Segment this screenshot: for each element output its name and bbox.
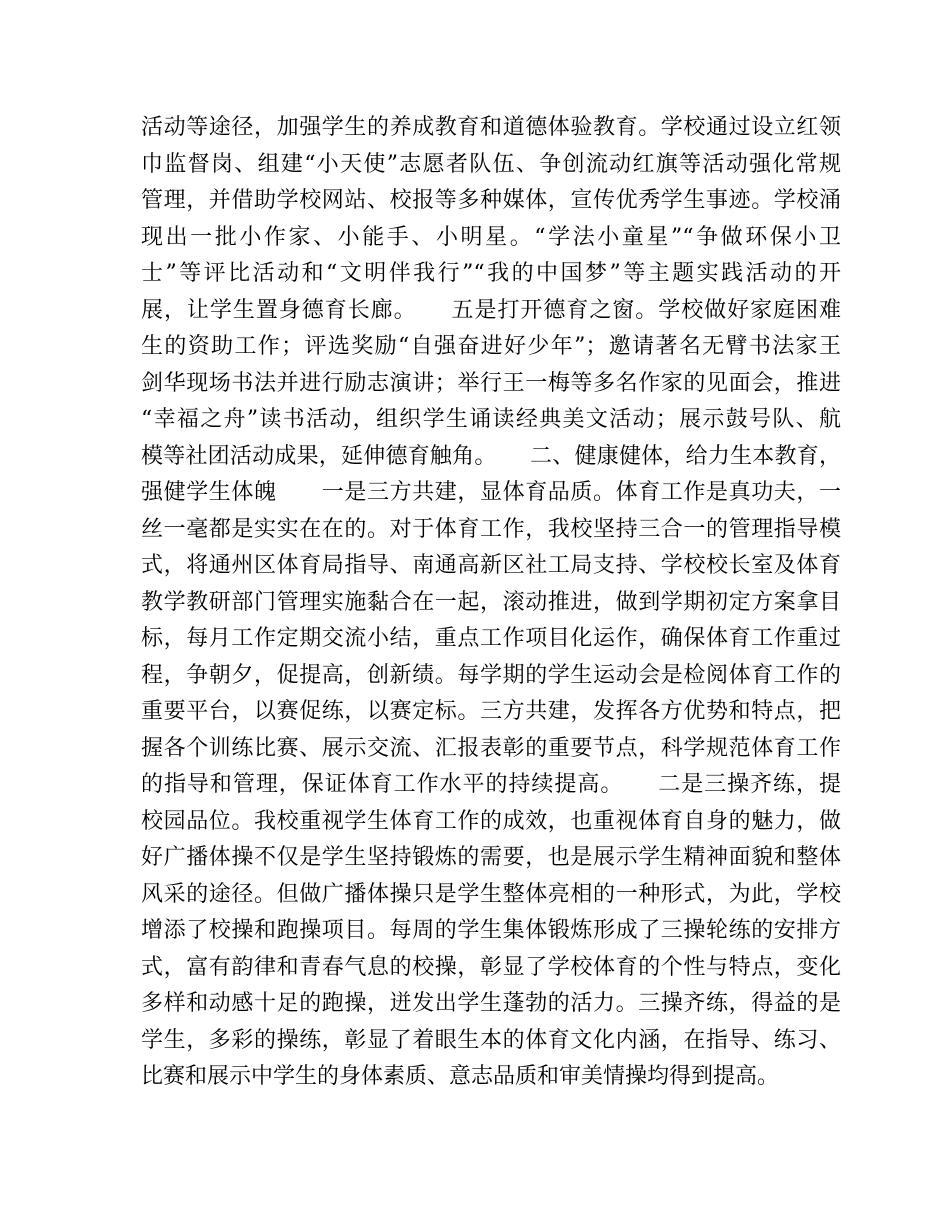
text-line: 比赛和展示中学生的身体素质、意志品质和审美情操均得到提高。	[141, 1064, 780, 1089]
text-line: 丝一毫都是实实在在的。对于体育工作，我校坚持三合一的管理指导模	[141, 516, 841, 542]
text-line: 模等社团活动成果，延伸德育触角。 二、健康健体，给力生本教育，	[141, 443, 841, 469]
text-line: 生的资助工作；评选奖励“自强奋进好少年”；邀请著名无臂书法家王	[141, 334, 841, 359]
text-line: 教学教研部门管理实施黏合在一起，滚动推进，做到学期初定方案拿目	[141, 589, 841, 615]
text-line: 现出一批小作家、小能手、小明星。“学法小童星”“争做环保小卫	[141, 224, 841, 250]
text-line: 程，争朝夕，促提高，创新绩。每学期的学生运动会是检阅体育工作的	[141, 662, 841, 688]
text-line: 的指导和管理，保证体育工作水平的持续提高。 二是三操齐练，提	[141, 772, 841, 797]
text-line: 强健学生体魄 一是三方共建，显体育品质。体育工作是真功夫，一	[141, 480, 841, 505]
text-line: 式，将通州区体育局指导、南通高新区社工局支持、学校校长室及体育	[141, 553, 841, 578]
body-text	[141, 110, 841, 1096]
text-line: 风采的途径。但做广播体操只是学生整体亮相的一种形式，为此，学校	[141, 881, 841, 907]
text-line: 握各个训练比赛、展示交流、汇报表彰的重要节点，科学规范体育工作	[141, 735, 841, 761]
text-line: 巾监督岗、组建“小天使”志愿者队伍、争创流动红旗等活动强化常规	[141, 151, 841, 177]
text-line: 增添了校操和跑操项目。每周的学生集体锻炼形成了三操轮练的安排方	[141, 918, 841, 943]
text-line: 剑华现场书法并进行励志演讲；举行王一梅等多名作家的见面会，推进	[141, 370, 841, 396]
text-line: 式，富有韵律和青春气息的校操，彰显了学校体育的个性与特点，变化	[141, 954, 841, 980]
text-line: 校园品位。我校重视学生体育工作的成效，也重视体育自身的魅力，做	[141, 808, 841, 834]
text-line: 士”等评比活动和“文明伴我行”“我的中国梦”等主题实践活动的开	[141, 261, 841, 286]
text-line: 多样和动感十足的跑操，迸发出学生蓬勃的活力。三操齐练，得益的是	[141, 991, 841, 1016]
text-line: “幸福之舟”读书活动，组织学生诵读经典美文活动；展示鼓号队、航	[141, 407, 841, 432]
text-line: 标，每月工作定期交流小结，重点工作项目化运作，确保体育工作重过	[141, 626, 841, 651]
text-line: 展，让学生置身德育长廊。 五是打开德育之窗。学校做好家庭困难	[141, 297, 841, 323]
text-line: 重要平台，以赛促练，以赛定标。三方共建，发挥各方优势和特点，把	[141, 699, 841, 724]
text-line: 好广播体操不仅是学生坚持锻炼的需要，也是展示学生精神面貌和整体	[141, 845, 841, 870]
text-line: 学生，多彩的操练，彰显了着眼生本的体育文化内涵，在指导、练习、	[141, 1027, 841, 1053]
text-line: 活动等途径，加强学生的养成教育和道德体验教育。学校通过设立红领	[141, 115, 841, 140]
text-line: 管理，并借助学校网站、校报等多种媒体，宣传优秀学生事迹。学校涌	[141, 188, 841, 213]
